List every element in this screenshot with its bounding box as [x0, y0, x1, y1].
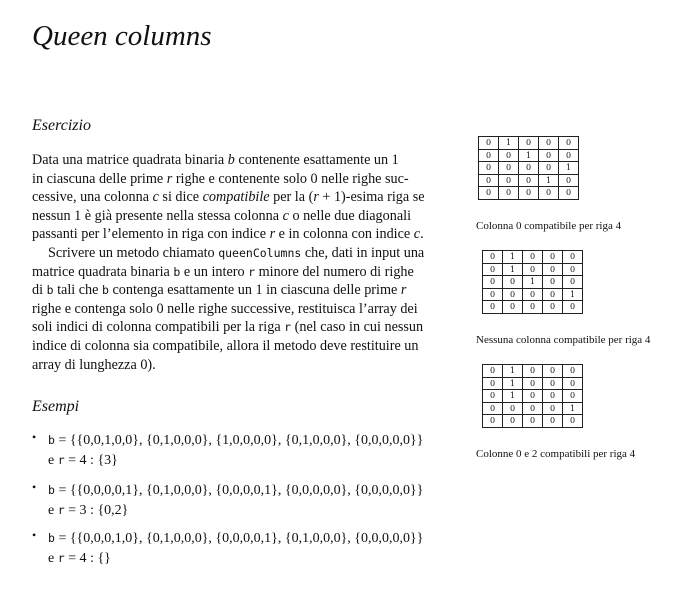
- italic-text: b: [227, 152, 235, 168]
- text-segment: Data una matrice quadrata binaria: [32, 152, 228, 168]
- matrix-cell: 0: [479, 162, 499, 175]
- matrix-cell: 0: [483, 301, 503, 314]
- matrix-cell: 1: [503, 377, 523, 390]
- text-segment: tali che: [53, 282, 102, 299]
- code-text: queenColumns: [218, 245, 302, 260]
- matrix-caption: Colonne 0 e 2 compatibili per riga 4: [476, 448, 636, 460]
- matrix-cell: 0: [543, 390, 563, 403]
- matrix-cell: 0: [543, 288, 563, 301]
- text-segment: e: [48, 503, 58, 518]
- code-text: b: [48, 433, 55, 447]
- text-segment: e: [48, 453, 58, 468]
- text-segment: cessive, una colonna: [32, 189, 153, 206]
- matrix-cell: 0: [563, 263, 583, 276]
- text-segment: indice di colonna sia compatibile, allora il metodo deve restituire un: [32, 337, 419, 354]
- matrix-cell: 1: [503, 263, 523, 276]
- matrix-cell: 0: [543, 301, 563, 314]
- matrix-cell: 0: [543, 377, 563, 390]
- example-item: [32, 528, 423, 568]
- matrix-cell: 0: [523, 263, 543, 276]
- text-segment: per la (: [269, 189, 314, 206]
- matrix-cell: 0: [539, 162, 559, 175]
- matrix-cell: 0: [479, 174, 499, 187]
- code-text: r: [248, 264, 256, 279]
- matrix-cell: 0: [563, 377, 583, 390]
- italic-text: r: [313, 189, 319, 206]
- matrix-cell: 0: [503, 301, 523, 314]
- matrix-table: [478, 136, 579, 200]
- matrix-cell: 0: [523, 288, 543, 301]
- italic-text: c: [413, 226, 421, 243]
- matrix-row: [483, 365, 583, 378]
- matrix-cell: 1: [499, 137, 519, 150]
- example-item: [32, 430, 423, 470]
- matrix-cell: 0: [543, 276, 563, 289]
- matrix-cell: 0: [523, 402, 543, 415]
- example-result: = 4 : {}: [64, 551, 111, 566]
- text-line: [32, 337, 452, 356]
- bullet-icon: •: [32, 528, 37, 542]
- code-text: b: [101, 283, 109, 298]
- matrix-cell: 0: [523, 251, 543, 264]
- text-segment: (nel caso in cui nessun: [291, 319, 424, 336]
- matrix-caption: Colonna 0 compatibile per riga 4: [476, 220, 622, 232]
- matrix-cell: 0: [499, 162, 519, 175]
- text-segment: e un intero: [180, 263, 249, 280]
- matrix-cell: 0: [503, 415, 523, 428]
- matrix-cell: 0: [559, 149, 579, 162]
- matrix-cell: 1: [503, 251, 523, 264]
- code-text: r: [284, 320, 292, 335]
- italic-text: compatibile: [202, 189, 270, 206]
- matrix-cell: 0: [523, 301, 543, 314]
- matrix-cell: 0: [499, 187, 519, 200]
- text-segment: in ciascuna delle prime: [32, 170, 167, 187]
- matrix-row: [483, 377, 583, 390]
- italic-text: r: [166, 170, 173, 187]
- matrix-row: [483, 390, 583, 403]
- matrix-cell: 1: [519, 149, 539, 162]
- text-segment: .: [420, 226, 424, 243]
- example-result: = 3 : {0,2}: [64, 503, 129, 518]
- matrix-cell: 0: [543, 365, 563, 378]
- matrix-cell: 0: [563, 276, 583, 289]
- example-matrix: = {{0,0,1,0,0}, {0,1,0,0,0}, {1,0,0,0,0}, {0,1,0,0,0}, {0,0,0,0,0}}: [54, 433, 424, 448]
- matrix-row: [483, 415, 583, 428]
- matrix-row: [483, 288, 583, 301]
- example-matrix: = {{0,0,0,1,0}, {0,1,0,0,0}, {0,0,0,0,1}, {0,1,0,0,0}, {0,0,0,0,0}}: [54, 531, 424, 546]
- matrix-row: [479, 187, 579, 200]
- matrix-cell: 0: [563, 390, 583, 403]
- matrix-row: [479, 149, 579, 162]
- matrix-cell: 0: [523, 365, 543, 378]
- matrix-cell: 0: [559, 137, 579, 150]
- text-segment: + 1)-esima riga se: [318, 189, 425, 206]
- section-heading-exercise: Esercizio: [32, 117, 91, 134]
- matrix-cell: 0: [563, 301, 583, 314]
- matrix-cell: 0: [503, 402, 523, 415]
- code-text: b: [46, 283, 54, 298]
- matrix-cell: 0: [483, 365, 503, 378]
- matrix-cell: 0: [563, 415, 583, 428]
- matrix-cell: 0: [483, 263, 503, 276]
- matrix-row: [479, 162, 579, 175]
- matrix-cell: 0: [483, 402, 503, 415]
- matrix-cell: 0: [519, 162, 539, 175]
- text-line: [32, 151, 452, 170]
- matrix-cell: 0: [483, 390, 503, 403]
- matrix-cell: 1: [523, 276, 543, 289]
- matrix-row: [479, 174, 579, 187]
- matrix-row: [483, 276, 583, 289]
- matrix-cell: 1: [563, 402, 583, 415]
- italic-text: c: [282, 207, 289, 224]
- matrix-cell: 0: [563, 251, 583, 264]
- matrix-cell: 0: [519, 174, 539, 187]
- matrix-cell: 0: [543, 251, 563, 264]
- matrix-cell: 1: [563, 288, 583, 301]
- text-segment: nessun 1 è già presente nella stessa colonna: [32, 207, 283, 224]
- text-segment: righe e contenente solo 0 nelle righe suc-: [172, 170, 409, 187]
- text-line: [32, 225, 452, 244]
- matrix-table: [482, 364, 583, 428]
- matrix-cell: 0: [543, 263, 563, 276]
- matrix-caption: Nessuna colonna compatibile per riga 4: [476, 334, 651, 346]
- matrix-cell: 1: [503, 365, 523, 378]
- matrix-cell: 0: [539, 137, 559, 150]
- matrix-cell: 0: [483, 415, 503, 428]
- matrix-cell: 0: [499, 174, 519, 187]
- matrix-cell: 0: [543, 402, 563, 415]
- matrix-row: [483, 263, 583, 276]
- text-line: [32, 263, 452, 282]
- exercise-text: [32, 151, 452, 374]
- text-segment: e: [48, 551, 58, 566]
- matrix-cell: 1: [539, 174, 559, 187]
- matrix-cell: 0: [483, 251, 503, 264]
- matrix-cell: 0: [503, 288, 523, 301]
- matrix-cell: 0: [523, 377, 543, 390]
- matrix-cell: 0: [479, 187, 499, 200]
- matrix-cell: 0: [499, 149, 519, 162]
- section-heading-examples: Esempi: [32, 398, 80, 415]
- text-line: [32, 318, 452, 337]
- text-segment: matrice quadrata binaria: [32, 263, 174, 280]
- bullet-icon: •: [32, 480, 37, 494]
- example-result: = 4 : {3}: [64, 453, 118, 468]
- text-segment: e in colonna con indice: [275, 226, 414, 243]
- text-line: [32, 188, 452, 207]
- text-segment: minore del numero di righe: [255, 263, 414, 280]
- matrix-cell: 0: [523, 390, 543, 403]
- matrix-cell: 0: [543, 415, 563, 428]
- matrix-row: [483, 402, 583, 415]
- example-item: [32, 480, 423, 520]
- bullet-icon: •: [32, 430, 37, 444]
- text-line: [32, 244, 452, 263]
- code-text: r: [57, 453, 65, 467]
- italic-text: c: [152, 189, 159, 206]
- text-segment: contenente esattamente un 1: [234, 152, 399, 168]
- text-line: [32, 207, 452, 226]
- text-segment: si dice: [158, 189, 203, 206]
- matrix-cell: 0: [483, 377, 503, 390]
- text-segment: righe e contenga solo 0 nelle righe successive, restituisca l’array dei: [32, 300, 418, 317]
- text-line: [32, 356, 452, 375]
- text-segment: Scrivere un metodo chiamato: [48, 244, 219, 261]
- text-line: [32, 281, 452, 300]
- example-matrix: = {{0,0,0,0,1}, {0,1,0,0,0}, {0,0,0,0,1}, {0,0,0,0,0}, {0,0,0,0,0}}: [54, 483, 424, 498]
- matrix-cell: 0: [503, 276, 523, 289]
- matrix-cell: 0: [483, 288, 503, 301]
- matrix-row: [483, 251, 583, 264]
- text-segment: che, dati in input una: [301, 244, 425, 261]
- text-line: [32, 300, 452, 319]
- matrix-cell: 0: [479, 149, 499, 162]
- text-segment: soli indici di colonna compatibili per la riga: [32, 319, 285, 336]
- code-text: r: [57, 551, 65, 565]
- matrix-cell: 1: [559, 162, 579, 175]
- text-segment: contenga esattamente un 1 in ciascuna delle prime: [108, 282, 401, 299]
- matrix-row: [483, 301, 583, 314]
- matrix-cell: 0: [519, 137, 539, 150]
- code-text: b: [48, 531, 55, 545]
- matrix-cell: 0: [483, 276, 503, 289]
- matrix-cell: 0: [559, 174, 579, 187]
- code-text: b: [48, 483, 55, 497]
- matrix-table: [482, 250, 583, 314]
- text-line: [32, 170, 452, 189]
- matrix-cell: 0: [539, 187, 559, 200]
- italic-text: r: [269, 226, 276, 243]
- text-segment: passanti per l’elemento in riga con indice: [32, 226, 270, 243]
- matrix-cell: 0: [479, 137, 499, 150]
- text-segment: array di lunghezza 0).: [32, 356, 156, 373]
- text-segment: di: [32, 282, 47, 299]
- matrix-cell: 0: [559, 187, 579, 200]
- italic-text: r: [400, 282, 407, 299]
- page-title: Queen columns: [32, 20, 212, 52]
- matrix-cell: 0: [563, 365, 583, 378]
- code-text: b: [173, 264, 181, 279]
- code-text: r: [57, 503, 65, 517]
- matrix-cell: 0: [539, 149, 559, 162]
- text-segment: o nelle due diagonali: [288, 207, 412, 224]
- matrix-row: [479, 137, 579, 150]
- matrix-cell: 1: [503, 390, 523, 403]
- matrix-cell: 0: [523, 415, 543, 428]
- matrix-cell: 0: [519, 187, 539, 200]
